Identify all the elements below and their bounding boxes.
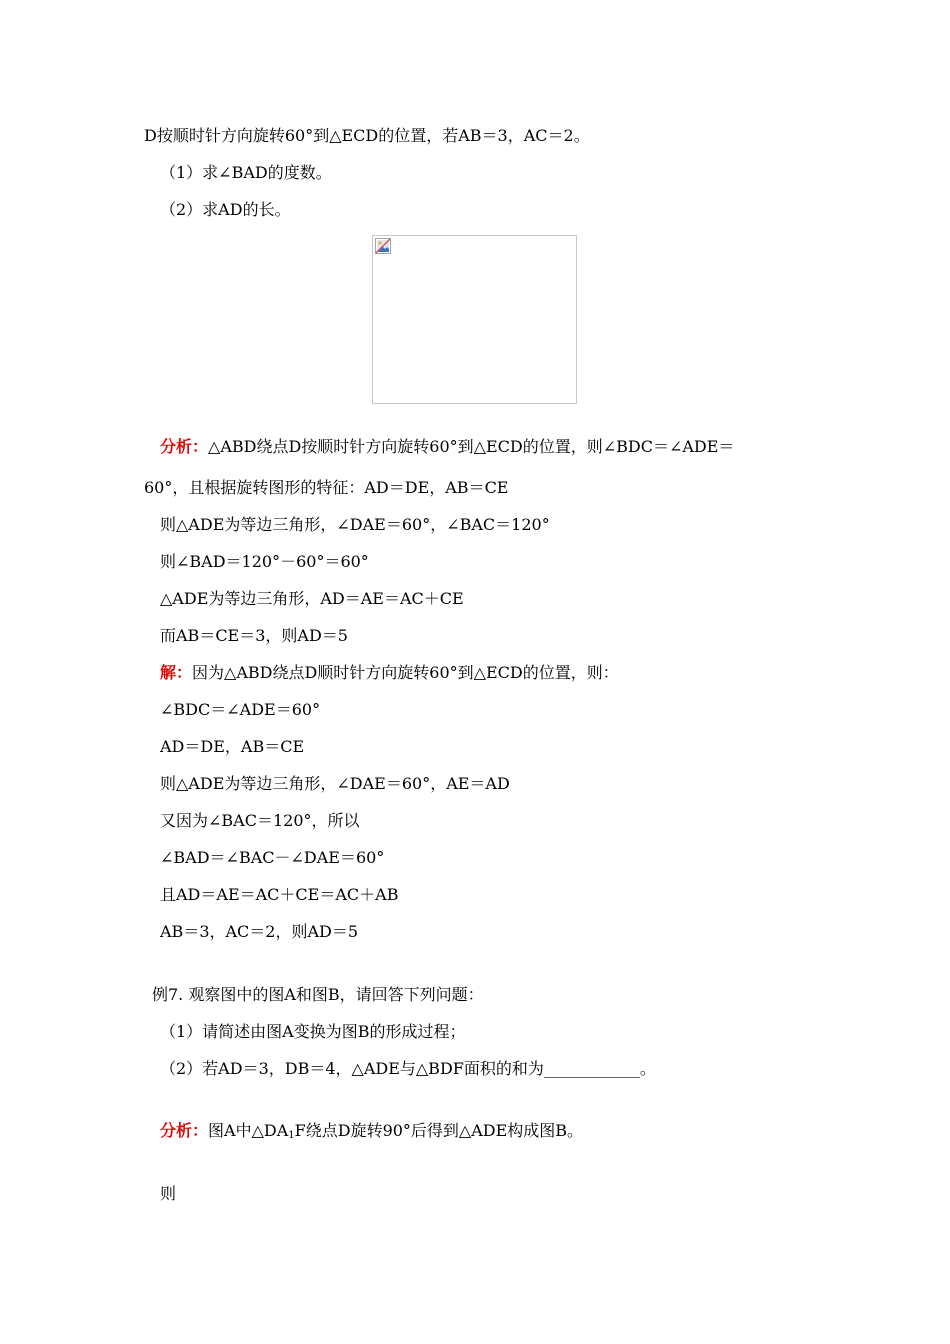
analysis-line-4: 则∠BAD＝120°－60°＝60°: [160, 552, 369, 571]
solution-text-1: 因为△ABD绕点D顺时针方向旋转60°到△ECD的位置，则：: [192, 663, 619, 682]
broken-image-icon: [375, 238, 391, 254]
analysis-label: 分析：: [160, 437, 209, 456]
analysis-line-3: 则△ADE为等边三角形，∠DAE＝60°，∠BAC＝120°: [160, 515, 550, 534]
solution-line-6: ∠BAD＝∠BAC－∠DAE＝60°: [160, 848, 385, 867]
solution-line-1: [160, 663, 619, 683]
solution-line-7: 且AD＝AE＝AC＋CE＝AC＋AB: [160, 885, 399, 904]
analysis-line-5: △ADE为等边三角形，AD＝AE＝AC＋CE: [160, 589, 464, 608]
analysis-text-1: △ABD绕点D按顺时针方向旋转60°到△ECD的位置，则∠BDC＝∠ADE＝: [208, 437, 735, 456]
question-1: （1）求∠BAD的度数。: [160, 163, 332, 182]
solution-line-4: 则△ADE为等边三角形，∠DAE＝60°，AE＝AD: [160, 774, 510, 793]
solution-line-3: AD＝DE，AB＝CE: [160, 737, 305, 756]
solution-line-2: ∠BDC＝∠ADE＝60°: [160, 700, 321, 719]
figure-placeholder: [372, 235, 577, 404]
example-7-analysis-label: 分析：: [160, 1121, 209, 1140]
solution-line-8: AB＝3，AC＝2，则AD＝5: [160, 922, 359, 941]
solution-label: 解：: [160, 663, 193, 682]
analysis-line-1: [160, 437, 734, 457]
example-7-then: 则: [160, 1184, 177, 1203]
analysis-line-6: 而AB＝CE＝3，则AD＝5: [160, 626, 348, 645]
example-7-question-1: （1）请简述由图A变换为图B的形成过程；: [160, 1022, 466, 1041]
example-7-analysis-text-a: 图A中△DA: [208, 1121, 289, 1140]
question-2: （2）求AD的长。: [160, 200, 291, 219]
example-7-title: 例7. 观察图中的图A和图B，请回答下列问题：: [152, 985, 484, 1004]
example-7-question-2: （2）若AD＝3，DB＝4，△ADE与△BDF面积的和为____________。: [160, 1059, 656, 1078]
analysis-line-2: 60°，且根据旋转图形的特征：AD＝DE，AB＝CE: [144, 478, 509, 497]
problem-intro: D按顺时针方向旋转60°到△ECD的位置，若AB＝3，AC＝2。: [144, 126, 590, 145]
subscript-1: 1: [288, 1130, 295, 1141]
example-7-analysis: [160, 1121, 583, 1146]
example-7-analysis-text-b: F绕点D旋转90°后得到△ADE构成图B。: [294, 1121, 584, 1140]
solution-line-5: 又因为∠BAC＝120°，所以: [160, 811, 360, 830]
